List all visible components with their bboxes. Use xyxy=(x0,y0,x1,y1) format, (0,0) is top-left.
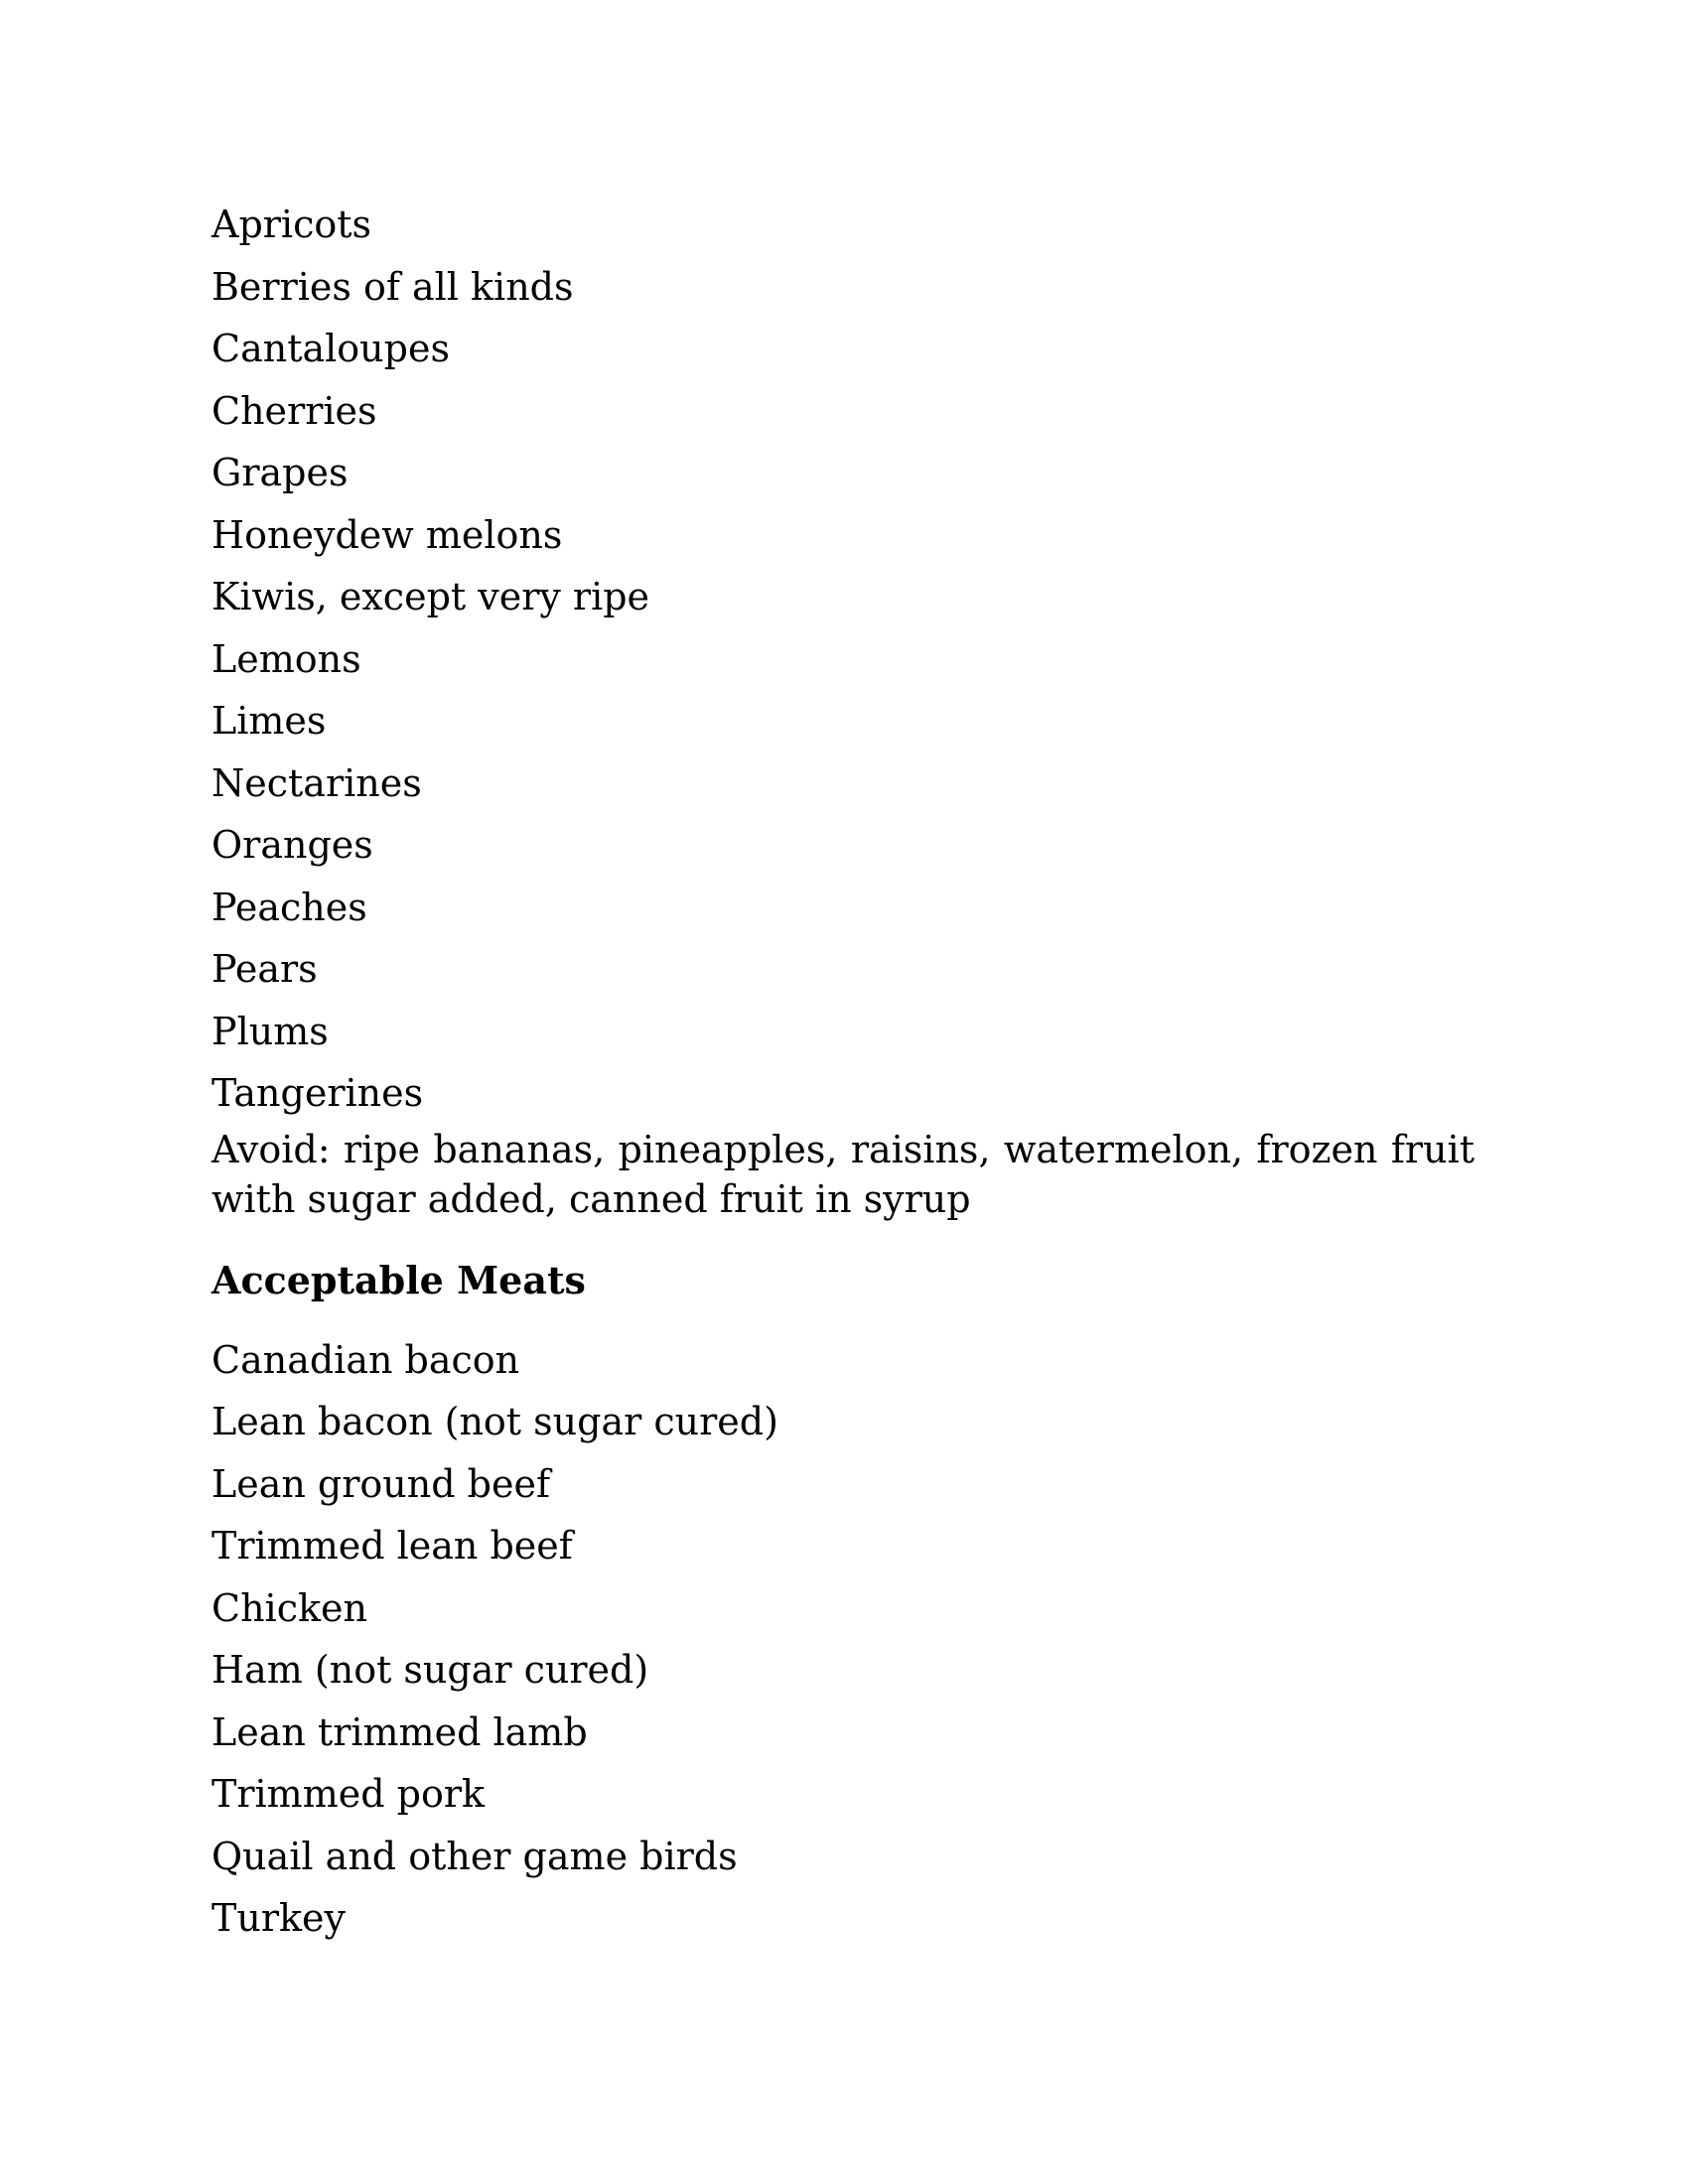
fruit-item: Berries of all kinds xyxy=(211,264,574,309)
fruit-item: Limes xyxy=(211,699,327,743)
meat-item: Lean bacon (not sugar cured) xyxy=(211,1400,778,1443)
meat-item: Trimmed pork xyxy=(211,1772,486,1816)
meat-item: Ham (not sugar cured) xyxy=(211,1648,649,1692)
fruit-item: Apricots xyxy=(211,203,372,246)
section-heading-meats: Acceptable Meats xyxy=(211,1257,586,1302)
meat-item: Chicken xyxy=(211,1585,367,1630)
meat-item: Lean ground beef xyxy=(211,1461,551,1506)
fruit-avoid-note: Avoid: ripe bananas, pineapples, raisins, watermelon, frozen fruit with sugar added, canned fruit in syrup xyxy=(211,1127,1475,1221)
document-page xyxy=(211,194,1475,1950)
fruit-item: Lemons xyxy=(211,636,361,681)
fruit-item: Grapes xyxy=(211,451,349,494)
meat-item: Canadian bacon xyxy=(211,1337,520,1382)
fruit-item: Pears xyxy=(211,947,318,991)
fruit-item: Tangerines xyxy=(211,1071,424,1115)
fruit-item: Cantaloupes xyxy=(211,327,450,370)
meat-item: Lean trimmed lamb xyxy=(211,1709,588,1754)
fruit-item: Cherries xyxy=(211,388,377,433)
meat-item: Quail and other game birds xyxy=(211,1834,738,1878)
fruit-item: Peaches xyxy=(211,885,367,929)
meat-item: Trimmed lean beef xyxy=(211,1524,573,1568)
fruit-list xyxy=(211,194,1475,1125)
meat-list xyxy=(211,1329,1475,1950)
meat-item: Turkey xyxy=(211,1896,346,1940)
fruit-item: Kiwis, except very ripe xyxy=(211,575,650,618)
fruit-item: Oranges xyxy=(211,823,373,867)
fruit-item: Plums xyxy=(211,1009,329,1053)
fruit-item: Nectarines xyxy=(211,760,422,805)
fruit-item: Honeydew melons xyxy=(211,512,563,557)
